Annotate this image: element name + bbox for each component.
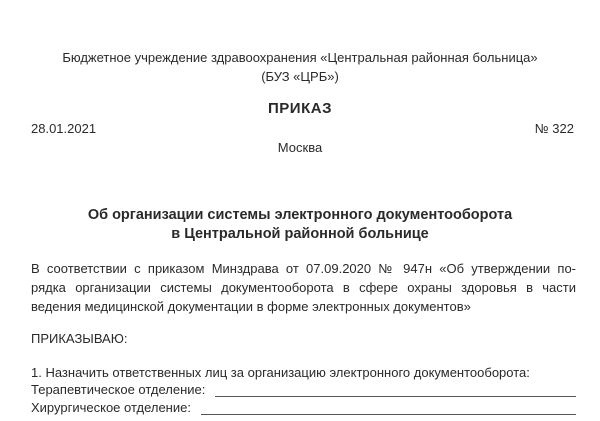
fill-in-line	[215, 384, 576, 397]
department-row	[31, 382, 576, 397]
preamble-line: ведения медицинской документации в форме электронных документов»	[31, 299, 471, 314]
department-row	[31, 400, 576, 415]
department-label: Хирургическое отделение:	[31, 400, 191, 415]
organization-name: Бюджетное учреждение здравоохранения «Центральная районная больница»	[62, 50, 538, 65]
preamble-line: В соответствии с приказом Минздрава от 07.09.2020 № 947н «Об утверждении по-	[31, 261, 576, 276]
order-subject-line: в Центральной районной больнице	[171, 226, 429, 242]
organization-header	[0, 48, 600, 86]
order-date: 28.01.2021	[31, 121, 97, 136]
order-subject	[0, 206, 600, 244]
preamble-line: рядка организации системы документооборота в сфере охраны здоровья в части	[31, 280, 576, 295]
orders-label: ПРИКАЗЫВАЮ:	[31, 331, 128, 346]
order-city: Москва	[277, 140, 323, 155]
preamble	[31, 259, 576, 316]
order-subject-line: Об организации системы электронного документооборота	[87, 207, 513, 223]
department-label: Терапевтическое отделение:	[31, 382, 206, 397]
order-item-1: 1. Назначить ответственных лиц за организацию электронного документооборота:	[31, 365, 530, 380]
document-title: ПРИКАЗ	[268, 100, 332, 117]
fill-in-line	[201, 402, 576, 415]
order-number: № 322	[534, 121, 574, 136]
organization-abbreviation: (БУЗ «ЦРБ»)	[261, 69, 339, 84]
